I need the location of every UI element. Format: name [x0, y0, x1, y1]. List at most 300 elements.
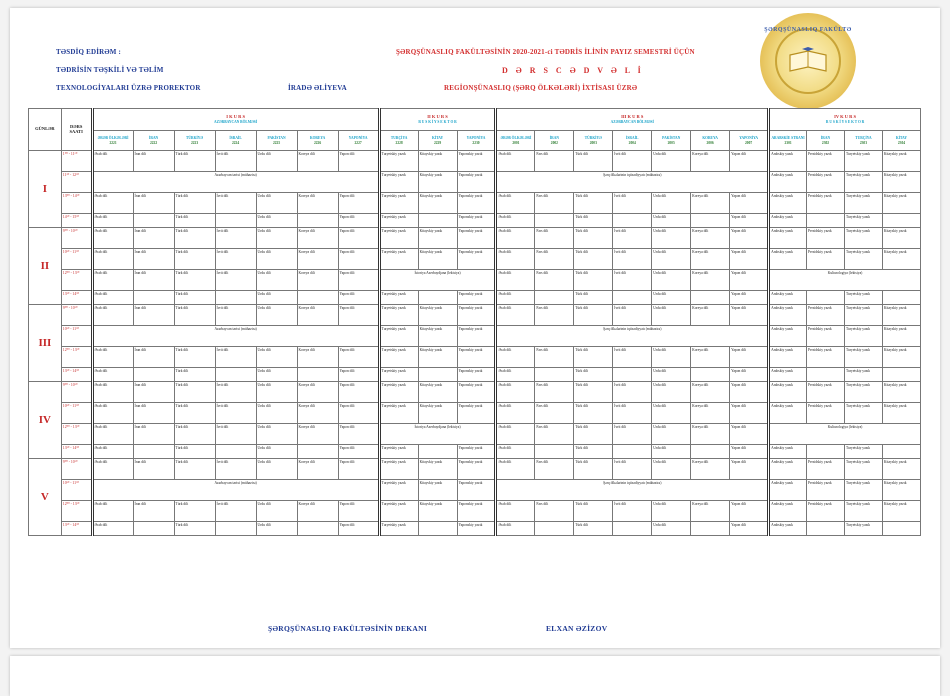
lesson-cell: Koreya dili: [691, 382, 730, 403]
lesson-cell: Turyetskiy yazık: [844, 228, 882, 249]
lesson-cell: Yapon dili: [338, 424, 379, 445]
lesson-cell: Ərəb dili: [92, 382, 133, 403]
time-slot: 13³⁰ - 14⁵⁰: [61, 445, 92, 459]
group-number: 2005: [667, 140, 675, 145]
time-slot: 9⁰⁰ - 10²⁰: [61, 382, 92, 403]
lesson-cell: Yapon dili: [338, 151, 379, 172]
lesson-cell: [882, 445, 920, 459]
group-number: 2225: [272, 140, 281, 145]
group-number: 2303: [859, 140, 868, 145]
time-slot: 9⁰⁰ - 10²⁰: [61, 459, 92, 480]
org-label: TƏDRİSİN TƏŞKİLİ VƏ TƏLİM: [56, 66, 164, 74]
lesson-cell: Urdu dili: [256, 249, 297, 270]
lesson-cell: Fars dili: [535, 193, 574, 214]
group-number: 2223: [190, 140, 199, 145]
lesson-cell: Urdu dili: [256, 151, 297, 172]
group-name: ƏRƏB ÖLKƏLƏRİ: [500, 136, 532, 141]
group-number: 2301: [784, 140, 792, 145]
lesson-cell: İvrit dili: [215, 193, 256, 214]
lesson-cell: Türk dili: [574, 459, 613, 480]
time-slot: 12⁰⁰ - 13²⁰: [61, 501, 92, 522]
lesson-cell: Koreya dili: [297, 151, 338, 172]
lesson-cell: Kitayskiy yazık: [418, 382, 457, 403]
lesson-cell: Kitayskiy yazık: [418, 228, 457, 249]
lesson-cell: Yapon dili: [730, 270, 769, 291]
group-header: [92, 131, 133, 151]
lesson-cell: İvrit dili: [215, 151, 256, 172]
group-number: 2224: [231, 140, 240, 145]
lesson-cell: Ərəb dili: [496, 424, 535, 445]
group-name: KOREYA: [702, 136, 718, 141]
lesson-cell: Urdu dili: [652, 347, 691, 368]
lesson-cell: Yapon dili: [338, 193, 379, 214]
group-header: [691, 131, 730, 151]
lesson-cell: Türk dili: [174, 347, 215, 368]
lesson-cell: Türk dili: [574, 249, 613, 270]
lesson-cell: [215, 445, 256, 459]
lesson-cell: Arabskiy yazık: [769, 403, 807, 424]
lesson-cell: [297, 368, 338, 382]
group-number: 2007: [745, 140, 753, 145]
lesson-cell: Türk dili: [174, 214, 215, 228]
lesson-cell: Ərəb dili: [496, 403, 535, 424]
lesson-cell: Ərəb dili: [92, 151, 133, 172]
lesson-cell: [133, 291, 174, 305]
lesson-cell: Kitayskiy yazık: [418, 326, 457, 347]
lesson-cell: Yapon dili: [730, 151, 769, 172]
lesson-cell: Yapon dili: [338, 305, 379, 326]
time-slot: 12⁰⁰ - 13²⁰: [61, 270, 92, 291]
faculty-title: ŞƏRQŞÜNASLIQ FAKÜLTƏSİNİN 2020-2021-ci TƏDRİS İLİNİN PAYIZ SEMESTRİ ÜÇÜN: [396, 48, 695, 56]
lesson-cell: [418, 291, 457, 305]
group-name: ARABSKİE STRANI: [771, 136, 805, 141]
lesson-cell: Fars dili: [535, 249, 574, 270]
lesson-cell: [133, 214, 174, 228]
time-slot: 9⁰⁰ - 10²⁰: [61, 228, 92, 249]
lesson-cell: İran dili: [133, 382, 174, 403]
lesson-cell: İran dili: [133, 459, 174, 480]
lesson-cell: Yapon dili: [730, 445, 769, 459]
lesson-cell: Turyetskiy yazık: [379, 445, 418, 459]
lesson-cell: Yaponskiy yazık: [457, 501, 496, 522]
group-number: 2222: [149, 140, 158, 145]
lesson-cell: Turyetskiy yazık: [379, 368, 418, 382]
lesson-cell: Ərəb dili: [92, 291, 133, 305]
group-header: [730, 131, 769, 151]
lesson-cell: Koreya dili: [691, 305, 730, 326]
lesson-cell: Arabskiy yazık: [769, 291, 807, 305]
lesson-cell: İvrit dili: [613, 424, 652, 445]
shared-lesson: Şərq ölkələrinin iqtisadiyyatı (mühazirə): [496, 172, 769, 193]
lesson-cell: Turyetskiy yazık: [379, 480, 418, 501]
group-name: TÜRKİYƏ: [186, 136, 204, 141]
group-header: [174, 131, 215, 151]
day-label: IV: [29, 382, 62, 459]
lesson-cell: [807, 445, 845, 459]
lesson-cell: İvrit dili: [613, 228, 652, 249]
lesson-cell: [691, 368, 730, 382]
lesson-cell: Kitayskiy yazık: [882, 501, 920, 522]
lesson-cell: Kitayskiy yazık: [882, 326, 920, 347]
lesson-cell: Yaponskiy yazık: [457, 228, 496, 249]
group-header: [256, 131, 297, 151]
lesson-cell: Arabskiy yazık: [769, 347, 807, 368]
group-name: YAPONİYA: [739, 136, 758, 141]
lesson-cell: Yaponskiy yazık: [457, 151, 496, 172]
lesson-cell: Yapon dili: [338, 291, 379, 305]
lesson-cell: Turyetskiy yazık: [379, 347, 418, 368]
table-row: [29, 193, 921, 214]
lesson-cell: Urdu dili: [256, 270, 297, 291]
lesson-cell: Yapon dili: [730, 347, 769, 368]
schedule-table: [28, 108, 921, 536]
lesson-cell: [613, 368, 652, 382]
group-name: İRAN: [549, 136, 559, 141]
lesson-cell: Turyetskiy yazık: [379, 459, 418, 480]
lesson-cell: Türk dili: [174, 228, 215, 249]
group-name: TURÇİYA: [855, 136, 872, 141]
lesson-cell: İvrit dili: [613, 459, 652, 480]
lesson-cell: İvrit dili: [613, 193, 652, 214]
lesson-cell: Yaponskiy yazık: [457, 403, 496, 424]
lesson-cell: [215, 214, 256, 228]
lesson-cell: [535, 291, 574, 305]
time-slot: 13³⁰ - 14⁵⁰: [61, 368, 92, 382]
lesson-cell: Arabskiy yazık: [769, 382, 807, 403]
lesson-cell: Urdu dili: [652, 445, 691, 459]
lesson-cell: Ərəb dili: [496, 459, 535, 480]
table-row: [29, 368, 921, 382]
lesson-cell: [535, 522, 574, 536]
lesson-cell: Persidskiy yazık: [807, 172, 845, 193]
lesson-cell: Urdu dili: [256, 214, 297, 228]
time-slot: 1⁰⁰ - 11²⁰: [61, 151, 92, 172]
lesson-cell: Turyetskiy yazık: [379, 305, 418, 326]
lesson-cell: Turyetskiy yazık: [844, 151, 882, 172]
lesson-cell: Turyetskiy yazık: [844, 522, 882, 536]
lesson-cell: Persidskiy yazık: [807, 193, 845, 214]
lesson-cell: Fars dili: [535, 270, 574, 291]
lesson-cell: Koreya dili: [691, 347, 730, 368]
lesson-cell: Türk dili: [174, 445, 215, 459]
time-slot: 10³⁰ - 11⁵⁰: [61, 249, 92, 270]
lesson-cell: [133, 445, 174, 459]
lesson-cell: Yapon dili: [730, 501, 769, 522]
lesson-cell: [691, 291, 730, 305]
lesson-cell: İvrit dili: [215, 501, 256, 522]
group-header: [613, 131, 652, 151]
lesson-cell: Yapon dili: [730, 249, 769, 270]
lesson-cell: İvrit dili: [215, 403, 256, 424]
lesson-cell: Kitayskiy yazık: [882, 193, 920, 214]
time-slot: 10³⁰ - 11⁵⁰: [61, 403, 92, 424]
lesson-cell: Arabskiy yazık: [769, 368, 807, 382]
course2-title: II K U R S: [427, 114, 448, 120]
lesson-cell: Yapon dili: [338, 214, 379, 228]
lesson-cell: İran dili: [133, 501, 174, 522]
lesson-cell: Ərəb dili: [496, 347, 535, 368]
lesson-cell: Yapon dili: [338, 445, 379, 459]
lesson-cell: Arabskiy yazık: [769, 480, 807, 501]
next-page: [10, 656, 940, 696]
group-name: ƏRƏB ÖLKƏLƏRİ: [97, 136, 129, 141]
lesson-cell: Yapon dili: [338, 459, 379, 480]
lesson-cell: [691, 522, 730, 536]
lesson-cell: Türk dili: [174, 368, 215, 382]
lesson-cell: Türk dili: [574, 214, 613, 228]
lesson-cell: Koreya dili: [691, 270, 730, 291]
lesson-cell: [613, 214, 652, 228]
lesson-cell: Turyetskiy yazık: [379, 172, 418, 193]
lesson-cell: Koreya dili: [297, 249, 338, 270]
lesson-cell: İran dili: [133, 193, 174, 214]
lesson-cell: Kitayskiy yazık: [418, 403, 457, 424]
lesson-cell: Turyetskiy yazık: [844, 193, 882, 214]
table-row: [29, 480, 921, 501]
lesson-cell: Ərəb dili: [92, 424, 133, 445]
table-row: [29, 326, 921, 347]
lesson-cell: İvrit dili: [215, 228, 256, 249]
lesson-cell: Arabskiy yazık: [769, 214, 807, 228]
group-number: 2304: [897, 140, 906, 145]
logo-text: ŞƏRQŞÜNASLIQ FAKÜLTƏ: [764, 27, 852, 33]
lesson-cell: [613, 291, 652, 305]
lesson-cell: Urdu dili: [652, 249, 691, 270]
lesson-cell: [691, 445, 730, 459]
time-slot: 10³⁰ - 11⁵⁰: [61, 480, 92, 501]
lesson-cell: Türk dili: [174, 151, 215, 172]
lesson-cell: [535, 368, 574, 382]
lesson-cell: Turyetskiy yazık: [379, 403, 418, 424]
lesson-cell: Yapon dili: [338, 522, 379, 536]
lesson-cell: Ərəb dili: [496, 228, 535, 249]
lesson-cell: Arabskiy yazık: [769, 305, 807, 326]
lesson-cell: Arabskiy yazık: [769, 249, 807, 270]
lesson-cell: Ərəb dili: [92, 249, 133, 270]
group-name: KİTAY: [895, 136, 908, 141]
group-header: [652, 131, 691, 151]
group-number: 2003: [589, 140, 597, 145]
lesson-cell: Turyetskiy yazık: [379, 214, 418, 228]
lesson-cell: Urdu dili: [256, 445, 297, 459]
lesson-cell: [691, 214, 730, 228]
lesson-cell: Urdu dili: [256, 305, 297, 326]
lesson-cell: Ərəb dili: [92, 459, 133, 480]
group-name: YAPONİYA: [348, 136, 368, 141]
lesson-cell: Türk dili: [174, 424, 215, 445]
group-header: [535, 131, 574, 151]
course3-sub: AZƏRBAYCAN BÖLMƏSİ: [610, 119, 654, 124]
lesson-cell: Turyetskiy yazık: [379, 228, 418, 249]
lesson-cell: İran dili: [133, 151, 174, 172]
lesson-cell: İvrit dili: [215, 347, 256, 368]
lesson-cell: Türk dili: [174, 501, 215, 522]
lesson-cell: Turyetskiy yazık: [379, 193, 418, 214]
lesson-cell: Koreya dili: [297, 424, 338, 445]
lesson-cell: Ərəb dili: [496, 291, 535, 305]
lesson-cell: Urdu dili: [256, 522, 297, 536]
lesson-cell: Turyetskiy yazık: [844, 172, 882, 193]
lesson-cell: Koreya dili: [691, 501, 730, 522]
group-name: KİTAY: [431, 136, 444, 141]
lesson-cell: Arabskiy yazık: [769, 459, 807, 480]
lesson-cell: İran dili: [133, 347, 174, 368]
group-number: 2006: [706, 140, 714, 145]
lesson-cell: [882, 214, 920, 228]
time-slot: 13³⁰ - 14⁵⁰: [61, 522, 92, 536]
table-row: [29, 172, 921, 193]
lesson-cell: Kitayskiy yazık: [882, 305, 920, 326]
lesson-cell: İran dili: [133, 270, 174, 291]
lesson-cell: Türk dili: [574, 424, 613, 445]
course4-title: IV K U R S: [834, 114, 857, 120]
lesson-cell: Urdu dili: [256, 347, 297, 368]
lesson-cell: Yaponskiy yazık: [457, 368, 496, 382]
table-row: [29, 501, 921, 522]
lesson-cell: Yapon dili: [338, 403, 379, 424]
lesson-cell: Urdu dili: [652, 459, 691, 480]
table-row: [29, 291, 921, 305]
lesson-cell: Turyetskiy yazık: [844, 445, 882, 459]
group-name: İRAN: [148, 136, 159, 141]
day-label: I: [29, 151, 62, 228]
lesson-cell: Kitayskiy yazık: [882, 480, 920, 501]
lesson-cell: Urdu dili: [652, 424, 691, 445]
lesson-cell: [882, 368, 920, 382]
lesson-cell: Urdu dili: [256, 291, 297, 305]
lesson-cell: Persidskiy yazık: [807, 305, 845, 326]
lesson-cell: Turyetskiy yazık: [379, 501, 418, 522]
lesson-cell: Turyetskiy yazık: [844, 214, 882, 228]
lesson-cell: Fars dili: [535, 424, 574, 445]
lesson-cell: Türk dili: [574, 403, 613, 424]
time-slot: 10³⁰ - 11⁵⁰: [61, 326, 92, 347]
table-row: [29, 347, 921, 368]
time-slot: 11³⁰ - 12⁵⁰: [61, 172, 92, 193]
lesson-cell: Koreya dili: [691, 403, 730, 424]
lesson-cell: Urdu dili: [652, 270, 691, 291]
group-name: TÜRKİYƏ: [584, 136, 602, 141]
lesson-cell: Ərəb dili: [496, 270, 535, 291]
lesson-cell: Persidskiy yazık: [807, 459, 845, 480]
lesson-cell: Kitayskiy yazık: [882, 172, 920, 193]
lesson-cell: [807, 522, 845, 536]
time-slot: 12⁰⁰ - 13²⁰: [61, 347, 92, 368]
lesson-cell: Türk dili: [174, 403, 215, 424]
lesson-cell: Fars dili: [535, 347, 574, 368]
day-label: II: [29, 228, 62, 305]
lesson-cell: Türk dili: [574, 291, 613, 305]
lesson-cell: Persidskiy yazık: [807, 480, 845, 501]
lesson-cell: İran dili: [133, 305, 174, 326]
lesson-cell: Yapon dili: [730, 228, 769, 249]
lesson-cell: [418, 522, 457, 536]
lesson-cell: Türk dili: [174, 291, 215, 305]
lesson-cell: Turyetskiy yazık: [844, 368, 882, 382]
lesson-cell: Ərəb dili: [92, 403, 133, 424]
lesson-cell: İvrit dili: [215, 459, 256, 480]
lesson-cell: Yaponskiy yazık: [457, 347, 496, 368]
lesson-cell: İvrit dili: [613, 501, 652, 522]
lesson-cell: Yaponskiy yazık: [457, 291, 496, 305]
lesson-cell: Urdu dili: [652, 403, 691, 424]
table-row: [29, 522, 921, 536]
lesson-cell: Kitayskiy yazık: [418, 172, 457, 193]
lesson-cell: Turyetskiy yazık: [844, 305, 882, 326]
lesson-cell: Türk dili: [574, 368, 613, 382]
shared-lesson: Azərbaycan tarixi (mühazirə): [92, 480, 379, 501]
lesson-cell: Fars dili: [535, 228, 574, 249]
lesson-cell: Urdu dili: [256, 382, 297, 403]
lesson-cell: Koreya dili: [297, 382, 338, 403]
lesson-cell: Ərəb dili: [92, 445, 133, 459]
dean-name: ELXAN ƏZİZOV: [546, 624, 608, 633]
lesson-cell: Kitayskiy yazık: [418, 249, 457, 270]
shared-lesson: Şərq ölkələrinin iqtisadiyyatı (mühazirə): [496, 326, 769, 347]
group-header: [338, 131, 379, 151]
lesson-cell: Ərəb dili: [496, 193, 535, 214]
lesson-cell: Urdu dili: [256, 368, 297, 382]
lesson-cell: [215, 291, 256, 305]
day-label: V: [29, 459, 62, 536]
lesson-cell: Koreya dili: [691, 151, 730, 172]
lesson-cell: Turyetskiy yazık: [844, 382, 882, 403]
lesson-cell: Yapon dili: [730, 214, 769, 228]
lesson-cell: İran dili: [133, 403, 174, 424]
lesson-cell: Koreya dili: [691, 228, 730, 249]
lesson-cell: Turyetskiy yazık: [844, 347, 882, 368]
lesson-cell: [418, 214, 457, 228]
lesson-cell: Yapon dili: [338, 347, 379, 368]
lesson-cell: Urdu dili: [652, 151, 691, 172]
table-row: [29, 459, 921, 480]
group-number: 2227: [354, 140, 362, 145]
time-slot: 14³⁰ - 15⁵⁰: [61, 214, 92, 228]
lesson-cell: Türk dili: [574, 270, 613, 291]
lesson-cell: Arabskiy yazık: [769, 151, 807, 172]
course3-title: III K U R S: [621, 114, 644, 120]
lesson-cell: Koreya dili: [297, 403, 338, 424]
lesson-cell: Urdu dili: [652, 382, 691, 403]
lesson-cell: [133, 368, 174, 382]
table-row: [29, 249, 921, 270]
lesson-cell: Kitayskiy yazık: [882, 382, 920, 403]
lesson-cell: [418, 368, 457, 382]
lesson-cell: Türk dili: [574, 501, 613, 522]
lesson-cell: Ərəb dili: [92, 270, 133, 291]
time-slot: 12⁰⁰ - 13²⁰: [61, 424, 92, 445]
lesson-cell: Urdu dili: [652, 291, 691, 305]
group-name: PAKİSTAN: [267, 136, 286, 141]
lesson-cell: Fars dili: [535, 459, 574, 480]
lesson-cell: Turyetskiy yazık: [844, 459, 882, 480]
lesson-cell: Ərəb dili: [92, 522, 133, 536]
lesson-cell: Turyetskiy yazık: [379, 151, 418, 172]
approve-label: TƏSDİQ EDİRƏM :: [56, 48, 122, 56]
lesson-cell: Ərəb dili: [496, 445, 535, 459]
lesson-cell: Türk dili: [174, 382, 215, 403]
lesson-cell: Urdu dili: [652, 228, 691, 249]
group-number: 2226: [313, 140, 322, 145]
group-name: İSRAİL: [626, 136, 639, 141]
lesson-cell: Urdu dili: [652, 214, 691, 228]
lesson-cell: İvrit dili: [613, 382, 652, 403]
lesson-cell: Kitayskiy yazık: [882, 249, 920, 270]
lesson-cell: İvrit dili: [613, 347, 652, 368]
shared-lesson: Kulturologiya (lektsiya): [769, 270, 921, 291]
lesson-cell: İran dili: [133, 249, 174, 270]
lesson-cell: Türk dili: [574, 382, 613, 403]
